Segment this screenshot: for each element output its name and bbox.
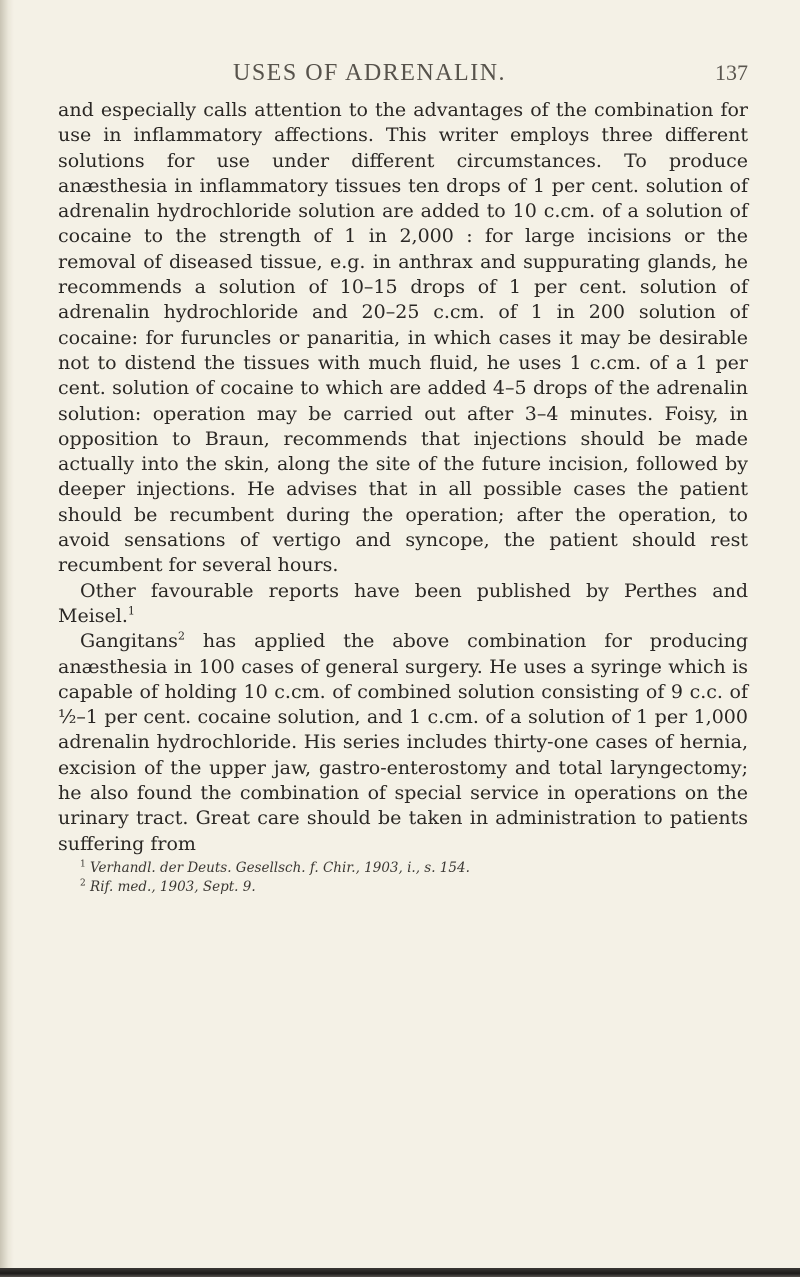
paragraph-2 <box>58 579 748 630</box>
paragraph-3-text: has applied the above combination for producing anæsthesia in 100 cases of general surgery. He uses a syringe which is capable of holding 10 c.cm. of combined solution consisting of 9 c.c. of ½–1 per cent. cocaine solution, and 1 c.cm. of a solution of 1 per 1,000 adrenalin hydrochloride. His series includes thirty-one cases of hernia, excision of the upper jaw, gastro-enterostomy and total laryngectomy; he also found the combination of special service in operations on the urinary tract. Great care should be taken in administration to patients suffering from <box>58 630 748 855</box>
book-page <box>58 54 748 897</box>
paragraph-3-name: Gangitans <box>80 630 178 653</box>
footnote-1-text: Verhandl. der Deuts. Gesellsch. f. Chir., 1903, i., s. 154. <box>90 859 470 876</box>
footnote-ref-1: 1 <box>127 604 135 618</box>
running-title: USES OF ADRENALIN. <box>233 60 507 86</box>
paragraph-1: and especially calls attention to the advantages of the combination for use in inflammatory affections. This writer employs three different solutions for use under different circumstances. To produce anæsthesia in inflammatory tissues ten drops of 1 per cent. solution of adrenalin hydrochloride solution are added to 10 c.cm. of a solution of cocaine to the strength of 1 in 2,000 : for large incisions or the removal of diseased tissue, e.g. in anthrax and suppurating glands, he recommends a solution of 10–15 drops of 1 per cent. solution of adrenalin hydrochloride and 20–25 c.cm. of 1 in 200 solution of cocaine: for furuncles or panaritia, in which cases it may be desirable not to distend the tissues with much fluid, he uses 1 c.cm. of a 1 per cent. solution of cocaine to which are added 4–5 drops of the adrenalin solution: operation may be carried out after 3–4 minutes. Foisy, in opposition to Braun, recommends that injections should be made actually into the skin, along the site of the future incision, followed by deeper injections. He advises that in all possible cases the patient should be recumbent during the operation; after the operation, to avoid sensations of vertigo and syncope, the patient should rest recumbent for several hours. <box>58 99 748 577</box>
footnote-ref-2: 2 <box>177 629 185 643</box>
footnote-2 <box>80 878 748 897</box>
footnote-1-number: 1 <box>80 859 86 870</box>
footnote-2-text: Rif. med., 1903, Sept. 9. <box>90 878 256 895</box>
paragraph-2-text: Other favourable reports have been published by Perthes and Meisel. <box>58 579 748 627</box>
footnotes <box>58 859 748 897</box>
footnote-2-number: 2 <box>80 878 86 889</box>
body-text <box>58 98 748 857</box>
paragraph-3 <box>58 629 748 857</box>
bottom-edge-rule <box>0 1268 800 1277</box>
running-head <box>58 54 748 94</box>
page-number: 137 <box>715 60 748 85</box>
footnote-1 <box>80 859 748 878</box>
page-spine-shadow <box>0 0 14 1277</box>
